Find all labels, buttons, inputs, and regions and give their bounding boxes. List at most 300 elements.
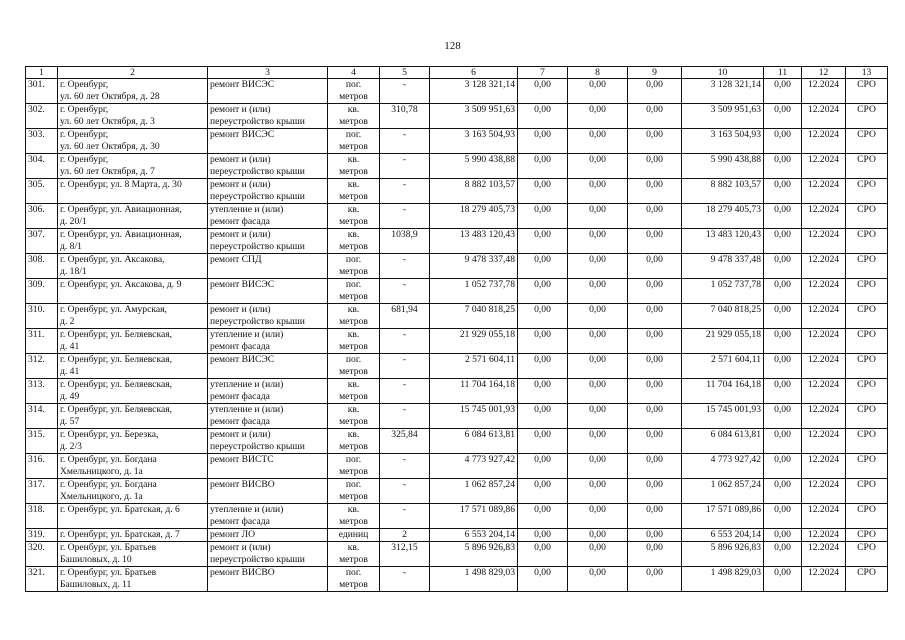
address-line-1: г. Оренбург, <box>60 154 109 165</box>
address-cell <box>58 429 208 454</box>
address-line-1: г. Оренбург, ул. Беляевская, <box>60 354 173 365</box>
deadline-cell: 12.2024 <box>802 404 846 429</box>
table-row <box>26 379 888 404</box>
work-type-cell <box>208 154 328 179</box>
col11-cell: 0,00 <box>764 479 802 504</box>
address-cell <box>58 254 208 279</box>
col9-cell: 0,00 <box>628 404 682 429</box>
col11-cell: 0,00 <box>764 179 802 204</box>
unit-line-1: кв. <box>347 429 360 440</box>
address-line-1: г. Оренбург, ул. Березка, <box>60 429 159 440</box>
work-type-line-1: ремонт ЛО <box>210 529 256 540</box>
unit-cell <box>328 354 380 379</box>
address-line-2: ул. 60 лет Октября, д. 7 <box>60 166 155 177</box>
deadline-cell: 12.2024 <box>802 567 846 592</box>
work-type-line-1: ремонт и (или) <box>210 542 271 553</box>
address-cell <box>58 504 208 529</box>
unit-line-1: пог. <box>345 79 362 90</box>
table-row <box>26 529 888 542</box>
table-row <box>26 454 888 479</box>
col7-cell: 0,00 <box>518 129 568 154</box>
col8-cell: 0,00 <box>568 304 628 329</box>
funding-source-cell: СРО <box>846 504 888 529</box>
col10-cost-cell: 15 745 001,93 <box>682 404 764 429</box>
table-row <box>26 279 888 304</box>
work-type-cell <box>208 79 328 104</box>
address-cell <box>58 529 208 542</box>
col7-cell: 0,00 <box>518 154 568 179</box>
work-type-line-1: ремонт и (или) <box>210 229 271 240</box>
unit-cell <box>328 304 380 329</box>
work-type-line-2: переустройство крыши <box>210 554 305 565</box>
address-line-1: г. Оренбург, ул. Амурская, <box>60 304 167 315</box>
col11-cell: 0,00 <box>764 567 802 592</box>
col11-cell: 0,00 <box>764 504 802 529</box>
col9-cell: 0,00 <box>628 79 682 104</box>
col7-cell: 0,00 <box>518 279 568 304</box>
unit-line-1: пог. <box>345 354 362 365</box>
address-cell <box>58 542 208 567</box>
total-cost-cell: 15 745 001,93 <box>430 404 518 429</box>
address-line-1: г. Оренбург, ул. Беляевская, <box>60 404 173 415</box>
work-type-line-1: ремонт СПД <box>210 254 262 265</box>
col8-cell: 0,00 <box>568 254 628 279</box>
column-header-11: 11 <box>764 67 802 79</box>
total-cost-cell: 6 084 613,81 <box>430 429 518 454</box>
address-line-1: г. Оренбург, ул. Богдана <box>60 479 157 490</box>
col9-cell: 0,00 <box>628 429 682 454</box>
col9-cell: 0,00 <box>628 379 682 404</box>
unit-cell <box>328 254 380 279</box>
quantity-cell: 2 <box>380 529 430 542</box>
work-type-cell <box>208 304 328 329</box>
address-line-1: г. Оренбург, <box>60 104 109 115</box>
address-cell <box>58 279 208 304</box>
address-line-1: г. Оренбург, ул. 8 Марта, д. 30 <box>60 179 182 190</box>
col11-cell: 0,00 <box>764 454 802 479</box>
total-cost-cell: 3 128 321,14 <box>430 79 518 104</box>
address-line-2: д. 18/1 <box>60 266 87 277</box>
col10-cost-cell: 11 704 164,18 <box>682 379 764 404</box>
col9-cell: 0,00 <box>628 154 682 179</box>
col11-cell: 0,00 <box>764 79 802 104</box>
funding-source-cell: СРО <box>846 254 888 279</box>
col10-cost-cell: 5 990 438,88 <box>682 154 764 179</box>
unit-cell <box>328 104 380 129</box>
column-header-2: 2 <box>58 67 208 79</box>
total-cost-cell: 17 571 089,86 <box>430 504 518 529</box>
col7-cell: 0,00 <box>518 567 568 592</box>
address-cell <box>58 129 208 154</box>
total-cost-cell: 18 279 405,73 <box>430 204 518 229</box>
col10-cost-cell: 2 571 604,11 <box>682 354 764 379</box>
col7-cell: 0,00 <box>518 179 568 204</box>
funding-source-cell: СРО <box>846 229 888 254</box>
work-type-line-1: ремонт и (или) <box>210 429 271 440</box>
quantity-cell: - <box>380 354 430 379</box>
total-cost-cell: 13 483 120,43 <box>430 229 518 254</box>
work-type-line-1: утепление и (или) <box>210 379 284 390</box>
address-line-1: г. Оренбург, ул. Аксакова, д. 9 <box>60 279 182 290</box>
total-cost-cell: 3 163 504,93 <box>430 129 518 154</box>
quantity-cell: - <box>380 179 430 204</box>
col9-cell: 0,00 <box>628 129 682 154</box>
col8-cell: 0,00 <box>568 567 628 592</box>
col8-cell: 0,00 <box>568 329 628 354</box>
deadline-cell: 12.2024 <box>802 479 846 504</box>
address-line-2: д. 41 <box>60 341 80 352</box>
col8-cell: 0,00 <box>568 354 628 379</box>
column-header-6: 6 <box>430 67 518 79</box>
col9-cell: 0,00 <box>628 304 682 329</box>
total-cost-cell: 1 498 829,03 <box>430 567 518 592</box>
deadline-cell: 12.2024 <box>802 329 846 354</box>
quantity-cell: - <box>380 79 430 104</box>
deadline-cell: 12.2024 <box>802 379 846 404</box>
work-type-line-2: ремонт фасада <box>210 391 270 402</box>
unit-line-1: кв. <box>347 304 360 315</box>
table-row <box>26 254 888 279</box>
total-cost-cell: 5 896 926,83 <box>430 542 518 567</box>
row-number: 306. <box>26 204 58 229</box>
work-type-line-2: переустройство крыши <box>210 191 305 202</box>
unit-cell <box>328 129 380 154</box>
total-cost-cell: 4 773 927,42 <box>430 454 518 479</box>
col7-cell: 0,00 <box>518 479 568 504</box>
col8-cell: 0,00 <box>568 429 628 454</box>
address-cell <box>58 79 208 104</box>
address-line-2: Хмельницкого, д. 1а <box>60 466 143 477</box>
work-type-cell <box>208 204 328 229</box>
row-number: 312. <box>26 354 58 379</box>
address-line-2: д. 41 <box>60 366 80 377</box>
col11-cell: 0,00 <box>764 429 802 454</box>
address-line-1: г. Оренбург, <box>60 79 109 90</box>
unit-cell <box>328 204 380 229</box>
unit-cell <box>328 529 380 542</box>
row-number: 303. <box>26 129 58 154</box>
col9-cell: 0,00 <box>628 329 682 354</box>
unit-line-2: метров <box>339 91 368 102</box>
col10-cost-cell: 21 929 055,18 <box>682 329 764 354</box>
funding-source-cell: СРО <box>846 154 888 179</box>
col7-cell: 0,00 <box>518 204 568 229</box>
address-line-1: г. Оренбург, ул. Беляевская, <box>60 329 173 340</box>
funding-source-cell: СРО <box>846 454 888 479</box>
address-line-2: д. 8/1 <box>60 241 82 252</box>
unit-line-1: кв. <box>347 229 360 240</box>
row-number: 305. <box>26 179 58 204</box>
quantity-cell: - <box>380 329 430 354</box>
col9-cell: 0,00 <box>628 454 682 479</box>
col10-cost-cell: 6 084 613,81 <box>682 429 764 454</box>
address-line-2: Хмельницкого, д. 1а <box>60 491 143 502</box>
unit-cell <box>328 154 380 179</box>
address-cell <box>58 154 208 179</box>
address-cell <box>58 204 208 229</box>
unit-cell <box>328 504 380 529</box>
address-line-1: г. Оренбург, ул. Братская, д. 6 <box>60 504 180 515</box>
column-header-7: 7 <box>518 67 568 79</box>
address-cell <box>58 479 208 504</box>
col9-cell: 0,00 <box>628 104 682 129</box>
row-number: 314. <box>26 404 58 429</box>
col7-cell: 0,00 <box>518 379 568 404</box>
unit-cell <box>328 229 380 254</box>
col8-cell: 0,00 <box>568 229 628 254</box>
quantity-cell: 325,84 <box>380 429 430 454</box>
work-type-line-2: переустройство крыши <box>210 116 305 127</box>
funding-source-cell: СРО <box>846 429 888 454</box>
table-row <box>26 104 888 129</box>
funding-source-cell: СРО <box>846 542 888 567</box>
col9-cell: 0,00 <box>628 204 682 229</box>
quantity-cell: - <box>380 379 430 404</box>
quantity-cell: 1038,9 <box>380 229 430 254</box>
unit-line-1: пог. <box>345 279 362 290</box>
col9-cell: 0,00 <box>628 254 682 279</box>
address-line-2: Башиловых, д. 10 <box>60 554 132 565</box>
unit-line-1: кв. <box>347 154 360 165</box>
col8-cell: 0,00 <box>568 279 628 304</box>
funding-source-cell: СРО <box>846 104 888 129</box>
address-line-2: д. 2/3 <box>60 441 82 452</box>
work-type-line-2: ремонт фасада <box>210 516 270 527</box>
deadline-cell: 12.2024 <box>802 304 846 329</box>
address-cell <box>58 354 208 379</box>
funding-source-cell: СРО <box>846 329 888 354</box>
address-line-2: д. 20/1 <box>60 216 87 227</box>
address-line-2: ул. 60 лет Октября, д. 28 <box>60 91 160 102</box>
total-cost-cell: 1 052 737,78 <box>430 279 518 304</box>
table-row <box>26 129 888 154</box>
deadline-cell: 12.2024 <box>802 179 846 204</box>
row-number: 304. <box>26 154 58 179</box>
unit-line-1: кв. <box>347 204 360 215</box>
col8-cell: 0,00 <box>568 204 628 229</box>
work-type-cell <box>208 329 328 354</box>
work-type-line-1: утепление и (или) <box>210 204 284 215</box>
unit-cell <box>328 79 380 104</box>
quantity-cell: 310,78 <box>380 104 430 129</box>
unit-line-1: единиц <box>338 529 369 540</box>
col10-cost-cell: 3 128 321,14 <box>682 79 764 104</box>
unit-line-2: метров <box>339 291 368 302</box>
col11-cell: 0,00 <box>764 279 802 304</box>
table-row <box>26 404 888 429</box>
work-type-cell <box>208 229 328 254</box>
work-type-cell <box>208 542 328 567</box>
col9-cell: 0,00 <box>628 354 682 379</box>
col8-cell: 0,00 <box>568 129 628 154</box>
table-row <box>26 304 888 329</box>
unit-cell <box>328 454 380 479</box>
col7-cell: 0,00 <box>518 79 568 104</box>
work-type-line-1: утепление и (или) <box>210 504 284 515</box>
col11-cell: 0,00 <box>764 204 802 229</box>
work-type-cell <box>208 254 328 279</box>
work-type-line-2: переустройство крыши <box>210 441 305 452</box>
deadline-cell: 12.2024 <box>802 229 846 254</box>
column-header-10: 10 <box>682 67 764 79</box>
total-cost-cell: 5 990 438,88 <box>430 154 518 179</box>
col10-cost-cell: 8 882 103,57 <box>682 179 764 204</box>
row-number: 309. <box>26 279 58 304</box>
unit-line-1: пог. <box>345 129 362 140</box>
table-row <box>26 79 888 104</box>
unit-line-2: метров <box>339 166 368 177</box>
work-type-line-1: ремонт и (или) <box>210 179 271 190</box>
col11-cell: 0,00 <box>764 542 802 567</box>
col8-cell: 0,00 <box>568 379 628 404</box>
work-type-line-2: переустройство крыши <box>210 241 305 252</box>
address-line-2: Башиловых, д. 11 <box>60 579 132 590</box>
col7-cell: 0,00 <box>518 454 568 479</box>
table-row <box>26 542 888 567</box>
row-number: 319. <box>26 529 58 542</box>
unit-line-1: кв. <box>347 542 360 553</box>
total-cost-cell: 6 553 204,14 <box>430 529 518 542</box>
row-number: 302. <box>26 104 58 129</box>
col8-cell: 0,00 <box>568 79 628 104</box>
deadline-cell: 12.2024 <box>802 504 846 529</box>
row-number: 317. <box>26 479 58 504</box>
work-type-cell <box>208 567 328 592</box>
col10-cost-cell: 1 052 737,78 <box>682 279 764 304</box>
unit-cell <box>328 179 380 204</box>
address-cell <box>58 104 208 129</box>
work-type-line-2: ремонт фасада <box>210 341 270 352</box>
funding-source-cell: СРО <box>846 479 888 504</box>
total-cost-cell: 7 040 818,25 <box>430 304 518 329</box>
work-type-cell <box>208 279 328 304</box>
col10-cost-cell: 1 062 857,24 <box>682 479 764 504</box>
col10-cost-cell: 1 498 829,03 <box>682 567 764 592</box>
funding-source-cell: СРО <box>846 204 888 229</box>
quantity-cell: - <box>380 204 430 229</box>
unit-line-2: метров <box>339 491 368 502</box>
work-type-line-1: ремонт ВИСЭС <box>210 354 275 365</box>
address-cell <box>58 379 208 404</box>
table-row <box>26 504 888 529</box>
deadline-cell: 12.2024 <box>802 129 846 154</box>
address-line-2: ул. 60 лет Октября, д. 30 <box>60 141 160 152</box>
address-cell <box>58 404 208 429</box>
work-type-line-1: ремонт и (или) <box>210 104 271 115</box>
col9-cell: 0,00 <box>628 567 682 592</box>
table-row <box>26 204 888 229</box>
column-header-13: 13 <box>846 67 888 79</box>
unit-line-1: пог. <box>345 567 362 578</box>
address-line-1: г. Оренбург, ул. Братьев <box>60 567 157 578</box>
table-row <box>26 429 888 454</box>
unit-line-2: метров <box>339 391 368 402</box>
work-type-line-1: утепление и (или) <box>210 404 284 415</box>
col9-cell: 0,00 <box>628 504 682 529</box>
unit-cell <box>328 404 380 429</box>
funding-source-cell: СРО <box>846 129 888 154</box>
col7-cell: 0,00 <box>518 504 568 529</box>
row-number: 301. <box>26 79 58 104</box>
address-line-1: г. Оренбург, ул. Авиационная, <box>60 229 182 240</box>
unit-line-2: метров <box>339 241 368 252</box>
row-number: 311. <box>26 329 58 354</box>
unit-line-2: метров <box>339 266 368 277</box>
unit-line-2: метров <box>339 366 368 377</box>
unit-line-2: метров <box>339 416 368 427</box>
deadline-cell: 12.2024 <box>802 279 846 304</box>
col7-cell: 0,00 <box>518 542 568 567</box>
col7-cell: 0,00 <box>518 104 568 129</box>
deadline-cell: 12.2024 <box>802 154 846 179</box>
row-number: 315. <box>26 429 58 454</box>
deadline-cell: 12.2024 <box>802 454 846 479</box>
address-line-1: г. Оренбург, ул. Аксакова, <box>60 254 165 265</box>
col8-cell: 0,00 <box>568 179 628 204</box>
total-cost-cell: 8 882 103,57 <box>430 179 518 204</box>
address-cell <box>58 567 208 592</box>
column-header-1: 1 <box>26 67 58 79</box>
work-type-cell <box>208 429 328 454</box>
row-number: 307. <box>26 229 58 254</box>
col9-cell: 0,00 <box>628 279 682 304</box>
deadline-cell: 12.2024 <box>802 542 846 567</box>
address-line-1: г. Оренбург, ул. Авиационная, <box>60 204 182 215</box>
address-line-1: г. Оренбург, <box>60 129 109 140</box>
quantity-cell: - <box>380 504 430 529</box>
work-type-line-2: ремонт фасада <box>210 216 270 227</box>
unit-cell <box>328 329 380 354</box>
col11-cell: 0,00 <box>764 329 802 354</box>
col8-cell: 0,00 <box>568 154 628 179</box>
col8-cell: 0,00 <box>568 504 628 529</box>
work-type-line-2: переустройство крыши <box>210 316 305 327</box>
quantity-cell: - <box>380 479 430 504</box>
col11-cell: 0,00 <box>764 129 802 154</box>
work-type-cell <box>208 404 328 429</box>
unit-line-2: метров <box>339 216 368 227</box>
column-header-9: 9 <box>628 67 682 79</box>
col7-cell: 0,00 <box>518 304 568 329</box>
col11-cell: 0,00 <box>764 304 802 329</box>
work-type-cell <box>208 479 328 504</box>
table-row <box>26 329 888 354</box>
work-type-cell <box>208 529 328 542</box>
column-header-8: 8 <box>568 67 628 79</box>
unit-line-2: метров <box>339 191 368 202</box>
unit-line-2: метров <box>339 516 368 527</box>
work-type-cell <box>208 504 328 529</box>
work-type-cell <box>208 454 328 479</box>
quantity-cell: - <box>380 454 430 479</box>
unit-cell <box>328 379 380 404</box>
work-type-cell <box>208 129 328 154</box>
unit-line-1: пог. <box>345 254 362 265</box>
address-line-1: г. Оренбург, ул. Братьев <box>60 542 157 553</box>
work-type-line-1: ремонт ВИСЭС <box>210 129 275 140</box>
work-type-line-2: переустройство крыши <box>210 166 305 177</box>
total-cost-cell: 21 929 055,18 <box>430 329 518 354</box>
work-type-line-1: ремонт и (или) <box>210 304 271 315</box>
address-cell <box>58 229 208 254</box>
work-type-cell <box>208 104 328 129</box>
unit-cell <box>328 279 380 304</box>
total-cost-cell: 11 704 164,18 <box>430 379 518 404</box>
work-type-line-1: утепление и (или) <box>210 329 284 340</box>
quantity-cell: 681,94 <box>380 304 430 329</box>
address-cell <box>58 329 208 354</box>
unit-line-1: кв. <box>347 404 360 415</box>
